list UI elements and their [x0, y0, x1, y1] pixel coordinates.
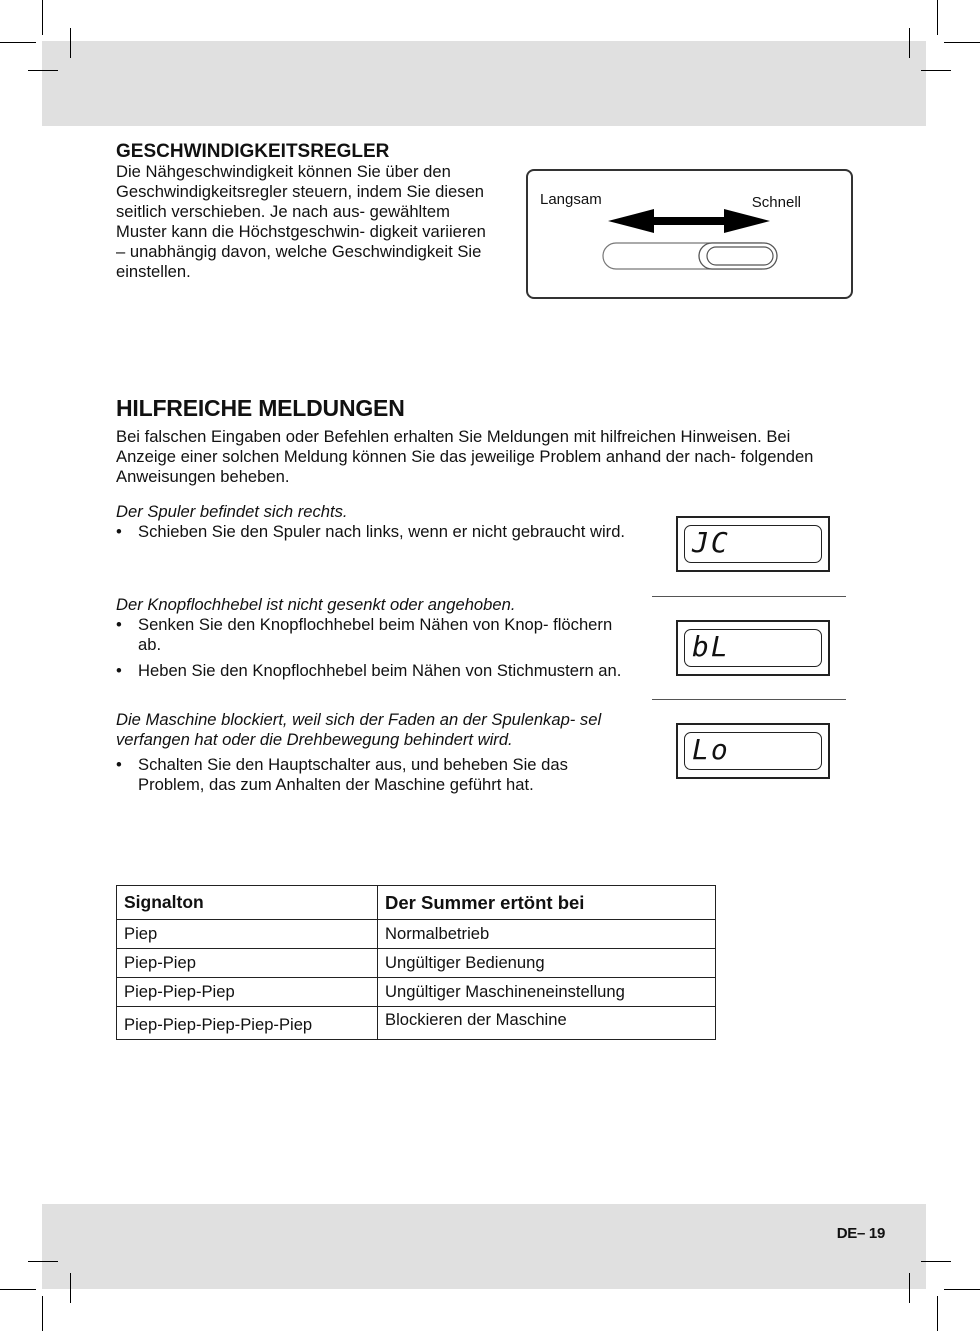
label-fast: Schnell — [751, 194, 801, 211]
table-row — [117, 920, 716, 949]
message-item — [116, 502, 626, 542]
message-action: • Senken Sie den Knopflochhebel beim Nähen von Knop- flöchern ab. — [116, 615, 626, 655]
lcd-code: bL — [692, 630, 730, 663]
slider-knob — [699, 243, 777, 269]
page-number: DE– 19 — [836, 1225, 885, 1242]
beep-table — [116, 885, 716, 1040]
lcd-display — [676, 620, 830, 676]
message-item — [116, 710, 626, 795]
table-row — [117, 949, 716, 978]
table-cell: Piep-Piep-Piep — [117, 978, 378, 1007]
messages-heading: HILFREICHE MELDUNGEN — [116, 395, 405, 421]
table-row — [117, 978, 716, 1007]
lcd-code: JC — [692, 526, 730, 559]
column-header: Der Summer ertönt bei — [378, 886, 716, 920]
table-header-row — [117, 886, 716, 920]
message-cause: Der Spuler befindet sich rechts. — [116, 502, 348, 521]
speed-slider-figure — [526, 169, 853, 299]
message-cause: Der Knopflochhebel ist nicht gesenkt oder angehoben. — [116, 595, 516, 614]
lcd-code: Lo — [692, 733, 730, 766]
slider-graphic — [528, 171, 855, 301]
message-action: • Schieben Sie den Spuler nach links, wenn er nicht gebraucht wird. — [116, 522, 626, 542]
table-cell: Ungültiger Maschineneinstellung — [378, 978, 716, 1007]
message-cause: Die Maschine blockiert, weil sich der Faden an der Spulenkap- sel verfangen hat oder die Drehbewegung behindert wird. — [116, 710, 602, 749]
table-row — [117, 1007, 716, 1040]
table-cell: Piep-Piep — [117, 949, 378, 978]
table-cell: Ungültiger Bedienung — [378, 949, 716, 978]
message-item — [116, 595, 626, 681]
table-cell: Blockieren der Maschine — [378, 1007, 716, 1040]
lcd-display — [676, 516, 830, 572]
divider — [652, 699, 846, 700]
message-action: • Heben Sie den Knopflochhebel beim Nähen von Stichmustern an. — [116, 661, 626, 681]
speed-heading: GESCHWINDIGKEITSREGLER — [116, 141, 390, 162]
messages-intro: Bei falschen Eingaben oder Befehlen erhalten Sie Meldungen mit hilfreichen Hinweisen. Bei Anzeige einer solchen Meldung können Sie das jeweilige Problem anhand der nach- folgenden Anweisungen beheben. — [116, 427, 814, 486]
footer-band — [42, 1204, 926, 1289]
speed-paragraph: Die Nähgeschwindigkeit können Sie über den Geschwindigkeitsregler steuern, indem Sie diesen seitlich verschieben. Je nach aus- gewähltem Muster kann die Höchstgeschwin- digkeit variieren – unabhängig davon, welche Geschwindigkeit Sie einstellen. — [116, 162, 486, 281]
message-action: • Schalten Sie den Hauptschalter aus, und beheben Sie das Problem, das zum Anhalten der Maschine geführt hat. — [116, 755, 626, 795]
divider — [652, 596, 846, 597]
lcd-display — [676, 723, 830, 779]
table-cell: Piep — [117, 920, 378, 949]
column-header: Signalton — [117, 886, 378, 920]
double-arrow-icon — [608, 209, 770, 233]
table-cell: Piep-Piep-Piep-Piep-Piep — [117, 1007, 378, 1040]
header-band — [42, 41, 926, 126]
table-cell: Normalbetrieb — [378, 920, 716, 949]
label-slow: Langsam — [540, 191, 602, 208]
